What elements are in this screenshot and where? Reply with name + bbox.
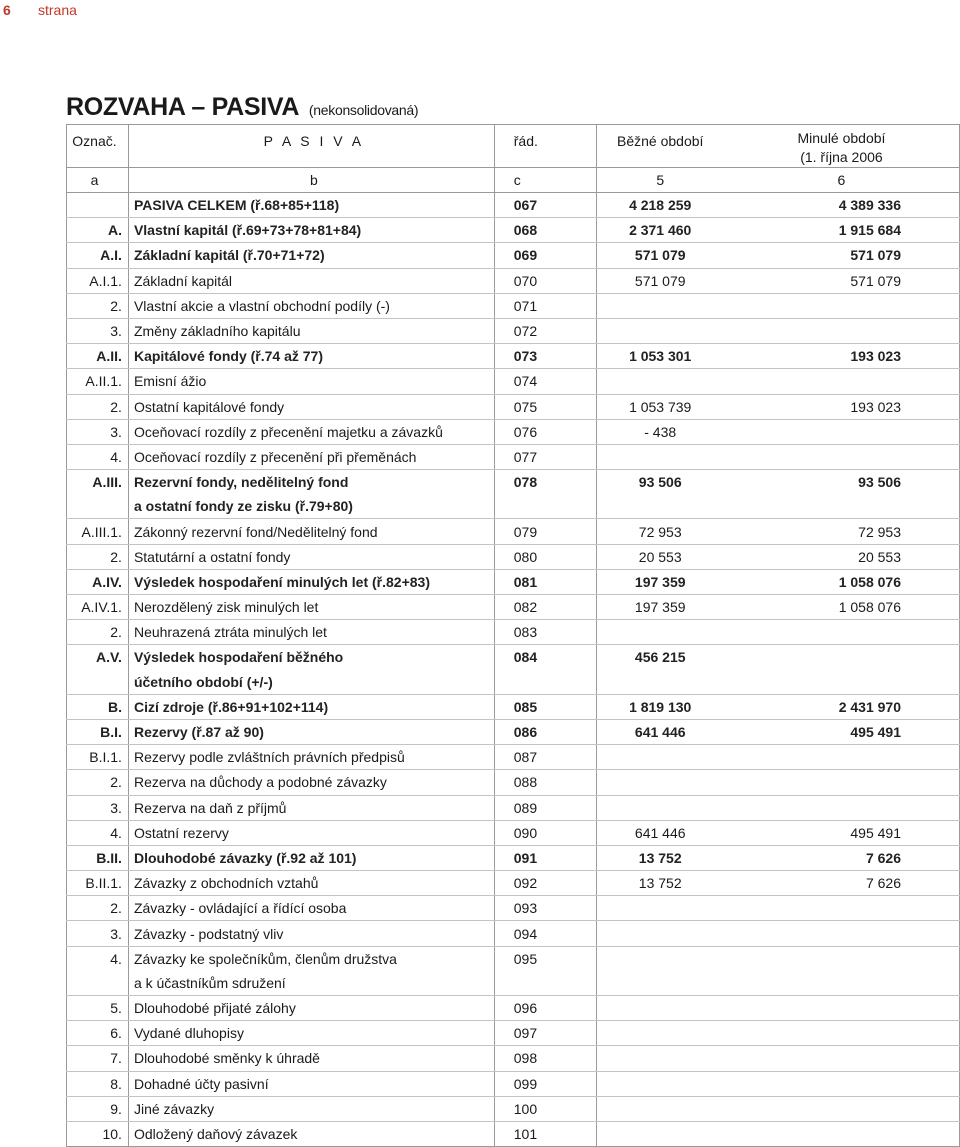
row-previous-period (724, 921, 960, 946)
row-label: Dlouhodobé závazky (ř.92 až 101) (128, 845, 494, 870)
title-main: ROZVAHA – PASIVA (66, 93, 299, 121)
row-previous-period (724, 670, 960, 695)
row-code: A.IV.1. (67, 595, 129, 620)
row-line-number (494, 494, 596, 519)
row-line-number: 084 (494, 645, 596, 670)
row-code: 10. (67, 1121, 129, 1146)
table-row (67, 444, 960, 469)
row-code (67, 494, 129, 519)
row-previous-period: 193 023 (724, 344, 960, 369)
row-label: Základní kapitál (128, 268, 494, 293)
row-current-period: 2 371 460 (596, 218, 724, 243)
row-code: B.I. (67, 719, 129, 744)
row-code: 8. (67, 1071, 129, 1096)
row-code: 4. (67, 444, 129, 469)
row-line-number: 089 (494, 795, 596, 820)
subheader-b: b (128, 168, 494, 193)
table-header-row (67, 125, 960, 168)
table-row (67, 896, 960, 921)
row-current-period (596, 745, 724, 770)
row-label: Cizí zdroje (ř.86+91+102+114) (128, 694, 494, 719)
row-code: A.I.1. (67, 268, 129, 293)
row-current-period (596, 1096, 724, 1121)
subheader-6: 6 (724, 168, 960, 193)
row-label: Základní kapitál (ř.70+71+72) (128, 243, 494, 268)
table-row (67, 820, 960, 845)
row-line-number: 091 (494, 845, 596, 870)
table-row (67, 519, 960, 544)
row-line-number: 097 (494, 1021, 596, 1046)
row-code: 3. (67, 921, 129, 946)
table-row (67, 218, 960, 243)
row-previous-period (724, 1121, 960, 1146)
row-previous-period (724, 1046, 960, 1071)
row-current-period: 13 752 (596, 845, 724, 870)
row-previous-period: 20 553 (724, 544, 960, 569)
row-code: 2. (67, 394, 129, 419)
row-current-period: 641 446 (596, 719, 724, 744)
header-col-a: Označ. (67, 125, 129, 168)
table-row (67, 243, 960, 268)
table-row (67, 871, 960, 896)
row-current-period: 197 359 (596, 595, 724, 620)
subheader-5: 5 (596, 168, 724, 193)
row-code (67, 971, 129, 996)
row-label: Závazky z obchodních vztahů (128, 871, 494, 896)
table-row (67, 620, 960, 645)
row-current-period: 13 752 (596, 871, 724, 896)
row-line-number: 073 (494, 344, 596, 369)
row-label: Dohadné účty pasivní (128, 1071, 494, 1096)
row-current-period (596, 494, 724, 519)
table-row (67, 268, 960, 293)
row-label: Ostatní rezervy (128, 820, 494, 845)
balance-sheet-table (66, 124, 960, 1147)
row-current-period (596, 369, 724, 394)
row-label: Neuhrazená ztráta minulých let (128, 620, 494, 645)
row-label: a ostatní fondy ze zisku (ř.79+80) (128, 494, 494, 519)
row-label: Dlouhodobé přijaté zálohy (128, 996, 494, 1021)
row-previous-period: 72 953 (724, 519, 960, 544)
row-current-period: 571 079 (596, 268, 724, 293)
row-line-number: 076 (494, 419, 596, 444)
row-previous-period (724, 745, 960, 770)
table-row (67, 845, 960, 870)
table-row (67, 544, 960, 569)
row-current-period: 93 506 (638, 474, 682, 491)
row-previous-period (724, 1096, 960, 1121)
subheader-a: a (67, 168, 129, 193)
row-label: Výsledek hospodaření běžného (128, 645, 494, 670)
row-label: Závazky ke společníkům, členům družstva (128, 946, 494, 971)
row-code: 2. (67, 293, 129, 318)
row-line-number: 075 (494, 394, 596, 419)
table-row (67, 971, 960, 996)
row-previous-period: 93 506 (724, 470, 960, 495)
row-previous-period: 495 491 (724, 820, 960, 845)
table-row (67, 1096, 960, 1121)
row-line-number: 083 (494, 620, 596, 645)
table-row (67, 645, 960, 670)
table-row (67, 1046, 960, 1071)
row-line-number: 092 (494, 871, 596, 896)
table-row (67, 1021, 960, 1046)
row-code: B.II.1. (67, 871, 129, 896)
row-previous-period (724, 444, 960, 469)
row-line-number: 100 (494, 1096, 596, 1121)
row-label: PASIVA CELKEM (ř.68+85+118) (128, 193, 494, 218)
row-line-number: 094 (494, 921, 596, 946)
row-label: Zákonný rezervní fond/Nedělitelný fond (128, 519, 494, 544)
row-previous-period (724, 996, 960, 1021)
row-current-period (596, 670, 724, 695)
row-previous-period (724, 419, 960, 444)
row-label: Změny základního kapitálu (128, 318, 494, 343)
row-previous-period (724, 494, 960, 519)
row-current-period: 1 053 739 (596, 394, 724, 419)
row-line-number (494, 670, 596, 695)
row-label: Ostatní kapitálové fondy (128, 394, 494, 419)
row-code: 5. (67, 996, 129, 1021)
row-current-period (596, 921, 724, 946)
row-line-number: 098 (494, 1046, 596, 1071)
row-previous-period: 4 389 336 (724, 193, 960, 218)
title-note: (nekonsolidovaná) (308, 102, 419, 118)
table-row (67, 369, 960, 394)
row-previous-period: 193 023 (724, 394, 960, 419)
table-row (67, 293, 960, 318)
row-current-period (596, 620, 724, 645)
row-line-number: 077 (494, 444, 596, 469)
header-col-b: P A S I V A (128, 125, 494, 168)
row-code: 2. (67, 896, 129, 921)
row-line-number: 081 (494, 569, 596, 594)
row-current-period (596, 318, 724, 343)
row-label: Nerozdělený zisk minulých let (128, 595, 494, 620)
row-line-number: 095 (494, 946, 596, 971)
table-row (67, 494, 960, 519)
row-current-period (596, 896, 724, 921)
table-row (67, 394, 960, 419)
row-code: 2. (67, 544, 129, 569)
row-current-period (596, 444, 724, 469)
row-previous-period (724, 620, 960, 645)
row-label: Vydané dluhopisy (128, 1021, 494, 1046)
row-line-number: 067 (494, 193, 596, 218)
row-line-number: 099 (494, 1071, 596, 1096)
table-row (67, 996, 960, 1021)
row-line-number: 085 (494, 694, 596, 719)
page-title (66, 93, 418, 122)
row-previous-period: 571 079 (724, 268, 960, 293)
row-code: 3. (67, 419, 129, 444)
header-col-6-line1: Minulé období (797, 130, 886, 146)
row-label: Vlastní akcie a vlastní obchodní podíly (-) (128, 293, 494, 318)
row-code: A.I. (67, 243, 129, 268)
row-label: a k účastníkům sdružení (128, 971, 494, 996)
row-current-period: 72 953 (596, 519, 724, 544)
table-row (67, 719, 960, 744)
row-code: 2. (67, 620, 129, 645)
row-label: Odložený daňový závazek (128, 1121, 494, 1146)
row-line-number: 080 (494, 544, 596, 569)
row-label: účetního období (+/-) (128, 670, 494, 695)
row-current-period (596, 770, 724, 795)
row-current-period: 641 446 (596, 820, 724, 845)
row-line-number (494, 971, 596, 996)
table-row (67, 318, 960, 343)
row-label: Oceňovací rozdíly z přecenění majetku a závazků (128, 419, 494, 444)
row-previous-period (724, 318, 960, 343)
row-label: Závazky - ovládající a řídící osoba (128, 896, 494, 921)
table-row (67, 1121, 960, 1146)
row-label: Rezervy (ř.87 až 90) (128, 719, 494, 744)
row-current-period (596, 293, 724, 318)
row-label: Vlastní kapitál (ř.69+73+78+81+84) (128, 218, 494, 243)
header-col-5: Běžné období (596, 125, 724, 168)
row-current-period: - 438 (596, 419, 724, 444)
row-code: A.II.1. (67, 369, 129, 394)
header-col-6 (724, 125, 960, 168)
row-label: Rezerva na důchody a podobné závazky (128, 770, 494, 795)
row-label: Rezervy podle zvláštních právních předpisů (128, 745, 494, 770)
table-row (67, 745, 960, 770)
header-col-6-line2: (1. října 2006 (800, 149, 883, 165)
row-label: Kapitálové fondy (ř.74 až 77) (128, 344, 494, 369)
row-current-period: 20 553 (596, 544, 724, 569)
row-current-period (596, 1046, 724, 1071)
row-code: 3. (67, 318, 129, 343)
table-row (67, 946, 960, 971)
row-current-period (596, 1021, 724, 1046)
row-current-period: 197 359 (596, 569, 724, 594)
table-row (67, 1071, 960, 1096)
row-code: A. (67, 218, 129, 243)
row-current-period (596, 971, 724, 996)
row-previous-period (724, 645, 960, 670)
row-label: Statutární a ostatní fondy (128, 544, 494, 569)
table-row (67, 569, 960, 594)
row-code: 4. (67, 820, 129, 845)
page-label: strana (38, 2, 77, 18)
table-row (67, 595, 960, 620)
row-previous-period (724, 770, 960, 795)
table-row (67, 419, 960, 444)
row-code (67, 193, 129, 218)
row-line-number: 078 (494, 470, 596, 495)
row-line-number: 072 (494, 318, 596, 343)
row-line-number: 087 (494, 745, 596, 770)
row-code: 6. (67, 1021, 129, 1046)
row-previous-period: 1 915 684 (724, 218, 960, 243)
row-label: Oceňovací rozdíly z přecenění při přeměnách (128, 444, 494, 469)
row-line-number: 093 (494, 896, 596, 921)
row-line-number: 071 (494, 293, 596, 318)
row-previous-period: 1 058 076 (724, 569, 960, 594)
row-previous-period: 7 626 (724, 871, 960, 896)
row-line-number: 096 (494, 996, 596, 1021)
row-line-number: 082 (494, 595, 596, 620)
row-code: A.IV. (67, 569, 129, 594)
row-previous-period (724, 795, 960, 820)
row-code: 9. (67, 1096, 129, 1121)
row-line-number: 101 (494, 1121, 596, 1146)
row-current-period: 571 079 (596, 243, 724, 268)
row-label: Výsledek hospodaření minulých let (ř.82+83) (128, 569, 494, 594)
row-previous-period (724, 293, 960, 318)
row-label: Emisní ážio (128, 369, 494, 394)
row-code: A.II. (67, 344, 129, 369)
row-previous-period: 2 431 970 (724, 694, 960, 719)
row-code: B. (67, 694, 129, 719)
header-col-c: řád. (494, 125, 596, 168)
row-previous-period: 1 058 076 (724, 595, 960, 620)
table-row (67, 344, 960, 369)
table-row (67, 770, 960, 795)
row-current-period (596, 946, 724, 971)
row-line-number: 070 (494, 268, 596, 293)
table-row (67, 193, 960, 218)
row-code (67, 670, 129, 695)
row-code: 4. (67, 946, 129, 971)
row-code: 7. (67, 1046, 129, 1071)
subheader-c: c (494, 168, 596, 193)
row-code: B.I.1. (67, 745, 129, 770)
row-code: B.II. (67, 845, 129, 870)
row-code: 3. (67, 795, 129, 820)
row-code: A.III. (67, 470, 129, 495)
row-previous-period (724, 1071, 960, 1096)
row-label: Dlouhodobé směnky k úhradě (128, 1046, 494, 1071)
row-current-period: 1 819 130 (596, 694, 724, 719)
row-line-number: 068 (494, 218, 596, 243)
row-previous-period: 7 626 (724, 845, 960, 870)
row-label: Jiné závazky (128, 1096, 494, 1121)
table-row (67, 670, 960, 695)
row-previous-period: 495 491 (724, 719, 960, 744)
row-line-number: 090 (494, 820, 596, 845)
row-line-number: 086 (494, 719, 596, 744)
page-number: 6 (3, 2, 11, 18)
row-previous-period (724, 1021, 960, 1046)
row-previous-period (724, 369, 960, 394)
row-current-period: 1 053 301 (596, 344, 724, 369)
table-row (67, 795, 960, 820)
row-line-number: 088 (494, 770, 596, 795)
table-row (67, 470, 960, 495)
row-current-period (596, 996, 724, 1021)
row-label: Rezerva na daň z příjmů (128, 795, 494, 820)
row-previous-period (724, 971, 960, 996)
table-row (67, 694, 960, 719)
row-line-number: 079 (494, 519, 596, 544)
table-row (67, 921, 960, 946)
table-subheader-row (67, 168, 960, 193)
row-previous-period (724, 946, 960, 971)
row-current-period (596, 1121, 724, 1146)
row-previous-period (724, 896, 960, 921)
row-line-number: 074 (494, 369, 596, 394)
row-code: A.III.1. (67, 519, 129, 544)
row-code: 2. (67, 770, 129, 795)
row-line-number: 069 (494, 243, 596, 268)
row-code: A.V. (67, 645, 129, 670)
row-current-period (596, 1071, 724, 1096)
row-label: Závazky - podstatný vliv (128, 921, 494, 946)
row-current-period (596, 795, 724, 820)
row-current-period: 4 218 259 (596, 193, 724, 218)
row-current-period: 456 215 (634, 649, 686, 666)
row-label: Rezervní fondy, nedělitelný fond (128, 470, 494, 495)
row-previous-period: 571 079 (724, 243, 960, 268)
